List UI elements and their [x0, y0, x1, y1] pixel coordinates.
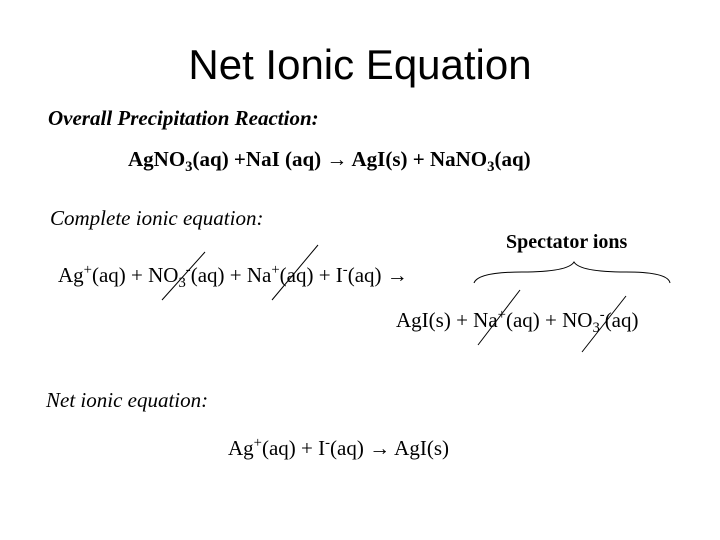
net-ionic-equation [228, 436, 449, 461]
eq-text: (aq) [604, 308, 639, 332]
spectator-brace [474, 262, 670, 283]
eq-subscript: 3 [185, 159, 193, 176]
eq-superscript: + [253, 435, 262, 451]
eq-superscript: + [83, 262, 92, 278]
net-ionic-label: Net ionic equation: [46, 388, 209, 412]
eq-superscript: - [599, 307, 605, 323]
eq-text: (aq) → AgI(s) [330, 436, 449, 460]
spectator-ions-label: Spectator ions [506, 231, 628, 253]
eq-text: (aq) [494, 147, 531, 171]
eq-text: (aq) → [347, 263, 408, 287]
eq-text: (aq) + NO [505, 308, 593, 332]
eq-subscript: 3 [592, 320, 600, 337]
eq-text: (aq) + I [279, 263, 343, 287]
eq-text: Ag [228, 436, 254, 460]
eq-superscript: + [271, 262, 280, 278]
overall-reaction-label: Overall Precipitation Reaction: [48, 106, 319, 130]
eq-superscript: - [185, 262, 191, 278]
eq-subscript: 3 [487, 159, 495, 176]
overall-equation [128, 147, 531, 176]
eq-text: (aq) + I [261, 436, 326, 460]
eq-text: (aq) + NO [91, 263, 179, 287]
eq-subscript: 3 [178, 275, 186, 292]
complete-ionic-equation-line-1 [58, 262, 408, 292]
eq-text: NO [153, 147, 186, 171]
eq-text: Ag [128, 147, 154, 171]
complete-ionic-label: Complete ionic equation: [50, 206, 264, 230]
eq-text: AgI(s) + Na [396, 308, 498, 332]
eq-superscript: - [342, 262, 348, 278]
complete-ionic-equation-line-2 [396, 307, 639, 337]
page-title: Net Ionic Equation [188, 41, 532, 88]
eq-superscript: - [325, 435, 331, 451]
eq-superscript: + [497, 307, 506, 323]
eq-text: Ag [58, 263, 84, 287]
eq-text: (aq) +NaI (aq) → AgI(s) + NaNO [192, 147, 488, 171]
eq-text: (aq) + Na [190, 263, 272, 287]
